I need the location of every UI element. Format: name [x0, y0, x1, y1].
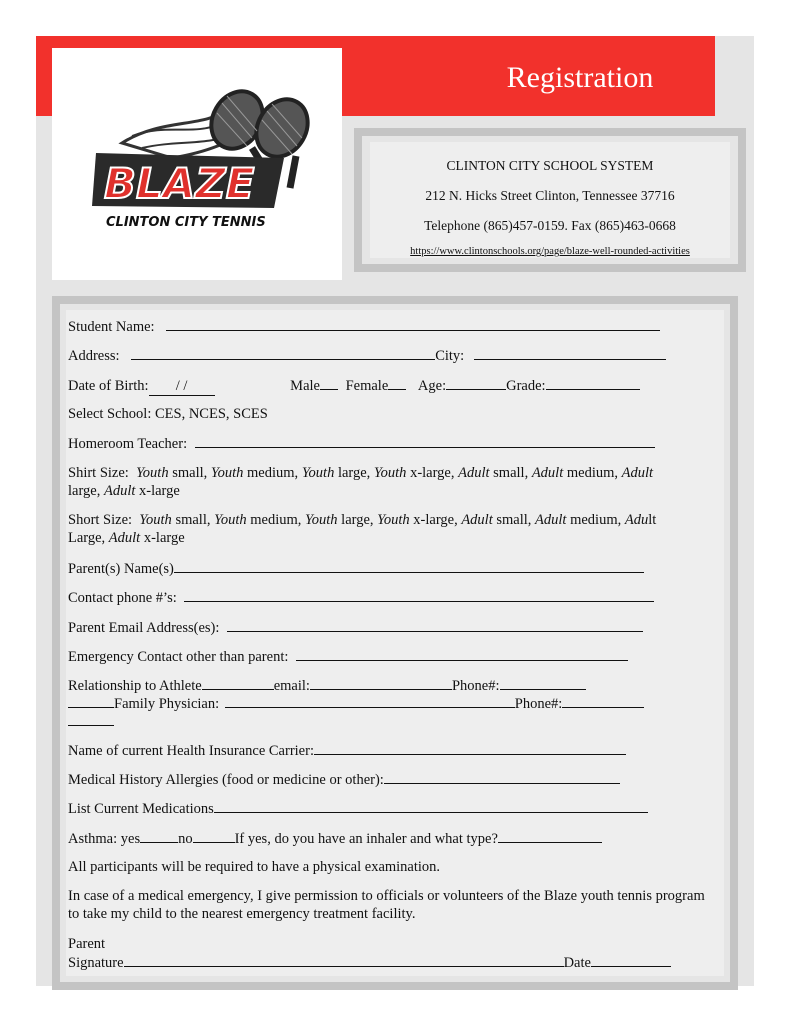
blaze-tennis-logo-icon — [52, 48, 342, 280]
logo-brand-text: BLAZE — [104, 159, 255, 208]
relationship-field[interactable] — [202, 676, 274, 690]
org-address: 212 N. Hicks Street Clinton, Tennessee 37716 — [425, 188, 675, 203]
asthma-row: Asthma: yes no If yes, do you have an inhaler and what type? — [68, 829, 688, 848]
short-size-row: Short Size: Youth small, Youth medium, Youth large, Youth x-large, Adult small, Adult medium, Adult Large, Adult x-large — [68, 512, 657, 546]
emergency-contact-field[interactable] — [296, 647, 628, 661]
parent-names-row: Parent(s) Name(s) — [68, 559, 688, 578]
asthma-no-field[interactable] — [193, 829, 235, 843]
signature-row: Signature Date — [68, 953, 688, 972]
select-school: Select School: CES, NCES, SCES — [68, 406, 268, 422]
signature-field[interactable] — [124, 953, 564, 967]
male-field[interactable] — [320, 376, 338, 390]
dob-field[interactable]: / / — [149, 377, 215, 396]
logo-subtitle-text: CLINTON CITY TENNIS — [106, 215, 266, 230]
parent-email-row: Parent Email Address(es): — [68, 618, 688, 637]
physical-note: All participants will be required to have a physical examination. — [68, 859, 441, 875]
contact-phone-row: Contact phone #’s: — [68, 588, 688, 607]
allergies-row: Medical History Allergies (food or medicine or other): — [68, 770, 688, 789]
page-title: Registration — [506, 61, 654, 94]
homeroom-field[interactable] — [195, 434, 655, 448]
parent-label: Parent — [68, 936, 106, 952]
permission-note: In case of a medical emergency, I give permission to officials or volunteers of the Blaze youth tennis program to take my child to the nearest emergency treatment facility. — [68, 888, 705, 922]
insurance-field[interactable] — [314, 741, 626, 755]
inhaler-field[interactable] — [498, 829, 602, 843]
female-field[interactable] — [388, 376, 406, 390]
org-website-link[interactable]: https://www.clintonschools.org/page/blaze-well-rounded-activities — [410, 246, 690, 257]
family-physician-field[interactable] — [225, 694, 515, 708]
insurance-row: Name of current Health Insurance Carrier: — [68, 741, 688, 760]
parent-names-field[interactable] — [174, 559, 644, 573]
homeroom-row: Homeroom Teacher: — [68, 434, 688, 453]
medications-field[interactable] — [214, 799, 648, 813]
medications-row: List Current Medications — [68, 799, 688, 818]
org-name: CLINTON CITY SCHOOL SYSTEM — [446, 158, 654, 173]
dob-row: Date of Birth: / / Male Female Age: Grade: — [68, 376, 688, 396]
student-name-row: Student Name: — [68, 317, 688, 336]
asthma-yes-field[interactable] — [140, 829, 178, 843]
relationship-row: Relationship to Athlete email: Phone#: — [68, 676, 688, 695]
student-name-field[interactable] — [166, 317, 660, 331]
city-field[interactable] — [474, 346, 666, 360]
shirt-size-row: Shirt Size: Youth small, Youth medium, Youth large, Youth x-large, Adult small, Adult medium, Adult large, Adult x-large — [68, 465, 654, 499]
contact-box — [354, 128, 746, 272]
address-row: Address: City: — [68, 346, 688, 365]
parent-email-field[interactable] — [227, 618, 643, 632]
emergency-phone-field[interactable] — [500, 676, 586, 690]
physician-phone-continued — [68, 712, 688, 731]
physician-phone-field[interactable] — [562, 694, 644, 708]
date-field[interactable] — [591, 953, 671, 967]
emergency-email-field[interactable] — [310, 676, 452, 690]
org-phone-fax: Telephone (865)457-0159. Fax (865)463-0668 — [424, 218, 676, 233]
age-field[interactable] — [446, 376, 506, 390]
address-field[interactable] — [131, 346, 435, 360]
emergency-contact-row: Emergency Contact other than parent: — [68, 647, 688, 666]
registration-form — [52, 296, 738, 990]
physician-row: Family Physician: Phone#: — [68, 694, 688, 713]
allergies-field[interactable] — [384, 770, 620, 784]
grade-field[interactable] — [546, 376, 640, 390]
logo — [52, 48, 342, 280]
contact-phone-field[interactable] — [184, 588, 654, 602]
